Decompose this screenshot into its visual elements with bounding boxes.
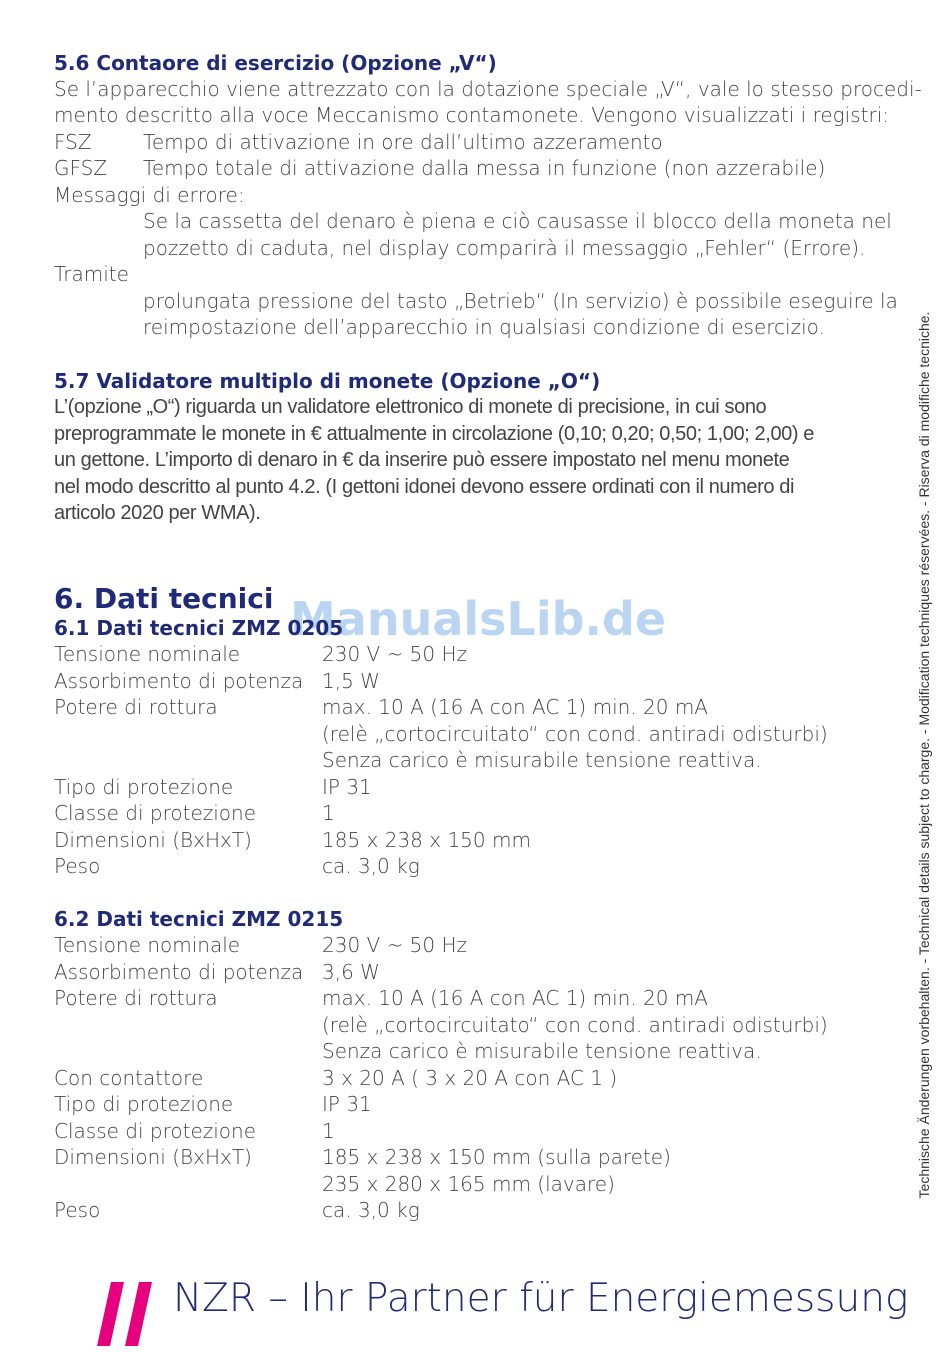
register-label: FSZ <box>54 130 92 154</box>
paragraph-line: preprogrammate le monete in € attualmente in circolazione (0,10; 0,20; 0,50; 1,00; 2,00) e <box>54 423 815 445</box>
spec-label: Con contattore <box>54 1066 204 1090</box>
footer-slogan: NZR – Ihr Partner für Energiemessung <box>173 1276 909 1321</box>
paragraph-line: pozzetto di caduta, nel display comparirà il messaggio „Fehler“ (Errore). <box>143 236 866 260</box>
spec-value: 230 V ~ 50 Hz <box>322 933 468 957</box>
register-label: GFSZ <box>54 156 108 180</box>
paragraph-line: nel modo descritto al punto 4.2. (I gettoni idonei devono essere ordinati con il numero di <box>54 476 795 498</box>
register-description: Tempo di attivazione in ore dall’ultimo azzeramento <box>143 130 663 154</box>
section-5-6-heading: 5.6 Contaore di esercizio (Opzione „V“) <box>54 51 497 75</box>
spec-label: Peso <box>54 854 101 878</box>
spec-value: (relè „cortocircuitato“ con cond. antiradi odisturbi) <box>322 722 828 746</box>
spec-value: IP 31 <box>322 775 372 799</box>
spec-label: Potere di rottura <box>54 695 218 719</box>
spec-label: Tipo di protezione <box>54 775 234 799</box>
spec-label: Peso <box>54 1198 101 1222</box>
watermark: ManualsLib.de <box>290 592 667 646</box>
paragraph-line: Se la cassetta del denaro è piena e ciò causasse il blocco della moneta nel <box>143 209 892 233</box>
section-5-7-heading: 5.7 Validatore multiplo di monete (Opzione „O“) <box>54 369 601 393</box>
spec-value: 230 V ~ 50 Hz <box>322 642 468 666</box>
nzr-logo-slashes-icon <box>97 1282 157 1352</box>
spec-value: (relè „cortocircuitato“ con cond. antiradi odisturbi) <box>322 1013 828 1037</box>
spec-value: Senza carico è misurabile tensione reattiva. <box>322 1039 762 1063</box>
spec-label: Classe di protezione <box>54 801 257 825</box>
spec-label: Tensione nominale <box>54 642 241 666</box>
paragraph-line: prolungata pressione del tasto „Betrieb“ (In servizio) è possibile eseguire la <box>143 289 898 313</box>
spec-value: 3 x 20 A ( 3 x 20 A con AC 1 ) <box>322 1066 618 1090</box>
spec-value: 1 <box>322 1119 335 1143</box>
paragraph-line: Se l’apparecchio viene attrezzato con la dotazione speciale „V“, vale lo stesso procedi- <box>54 77 922 101</box>
spec-label: Tensione nominale <box>54 933 241 957</box>
spec-value: 1 <box>322 801 335 825</box>
spec-value: 3,6 W <box>322 960 380 984</box>
paragraph-line: mento descritto alla voce Meccanismo contamonete. Vengono visualizzati i registri: <box>54 103 890 127</box>
spec-value: max. 10 A (16 A con AC 1) min. 20 mA <box>322 986 708 1010</box>
spec-value: Senza carico è misurabile tensione reattiva. <box>322 748 762 772</box>
section-6-heading: 6. Dati tecnici <box>54 582 274 615</box>
spec-label: Dimensioni (BxHxT) <box>54 1145 252 1169</box>
section-6-1-heading: 6.1 Dati tecnici ZMZ 0205 <box>54 616 344 640</box>
spec-value: 235 x 280 x 165 mm (lavare) <box>322 1172 615 1196</box>
spec-value: ca. 3,0 kg <box>322 854 420 878</box>
spec-label: Assorbimento di potenza <box>54 669 304 693</box>
spec-label: Classe di protezione <box>54 1119 257 1143</box>
technical-changes-disclaimer: Technische Änderungen vorbehalten. - Technical details subject to charge. - Modification techniques réservées. - Riserva di modifiche tecniche. <box>916 311 932 1199</box>
tramite-label: Tramite <box>54 262 129 286</box>
spec-value: ca. 3,0 kg <box>322 1198 420 1222</box>
paragraph-line: un gettone. L’importo di denaro in € da inserire può essere impostato nel menu monete <box>54 449 790 471</box>
spec-value: IP 31 <box>322 1092 372 1116</box>
paragraph-line: L’(opzione „O“) riguarda un validatore elettronico di monete di precisione, in cui sono <box>54 396 767 418</box>
error-messages-label: Messaggi di errore: <box>54 183 245 207</box>
paragraph-line: articolo 2020 per WMA). <box>54 502 261 524</box>
spec-label: Dimensioni (BxHxT) <box>54 828 252 852</box>
spec-value: 185 x 238 x 150 mm (sulla parete) <box>322 1145 671 1169</box>
spec-label: Potere di rottura <box>54 986 218 1010</box>
spec-label: Assorbimento di potenza <box>54 960 304 984</box>
paragraph-line: reimpostazione dell’apparecchio in qualsiasi condizione di esercizio. <box>143 315 825 339</box>
spec-label: Tipo di protezione <box>54 1092 234 1116</box>
spec-value: max. 10 A (16 A con AC 1) min. 20 mA <box>322 695 708 719</box>
section-6-2-heading: 6.2 Dati tecnici ZMZ 0215 <box>54 907 344 931</box>
register-description: Tempo totale di attivazione dalla messa in funzione (non azzerabile) <box>143 156 826 180</box>
spec-value: 185 x 238 x 150 mm <box>322 828 531 852</box>
spec-value: 1,5 W <box>322 669 380 693</box>
